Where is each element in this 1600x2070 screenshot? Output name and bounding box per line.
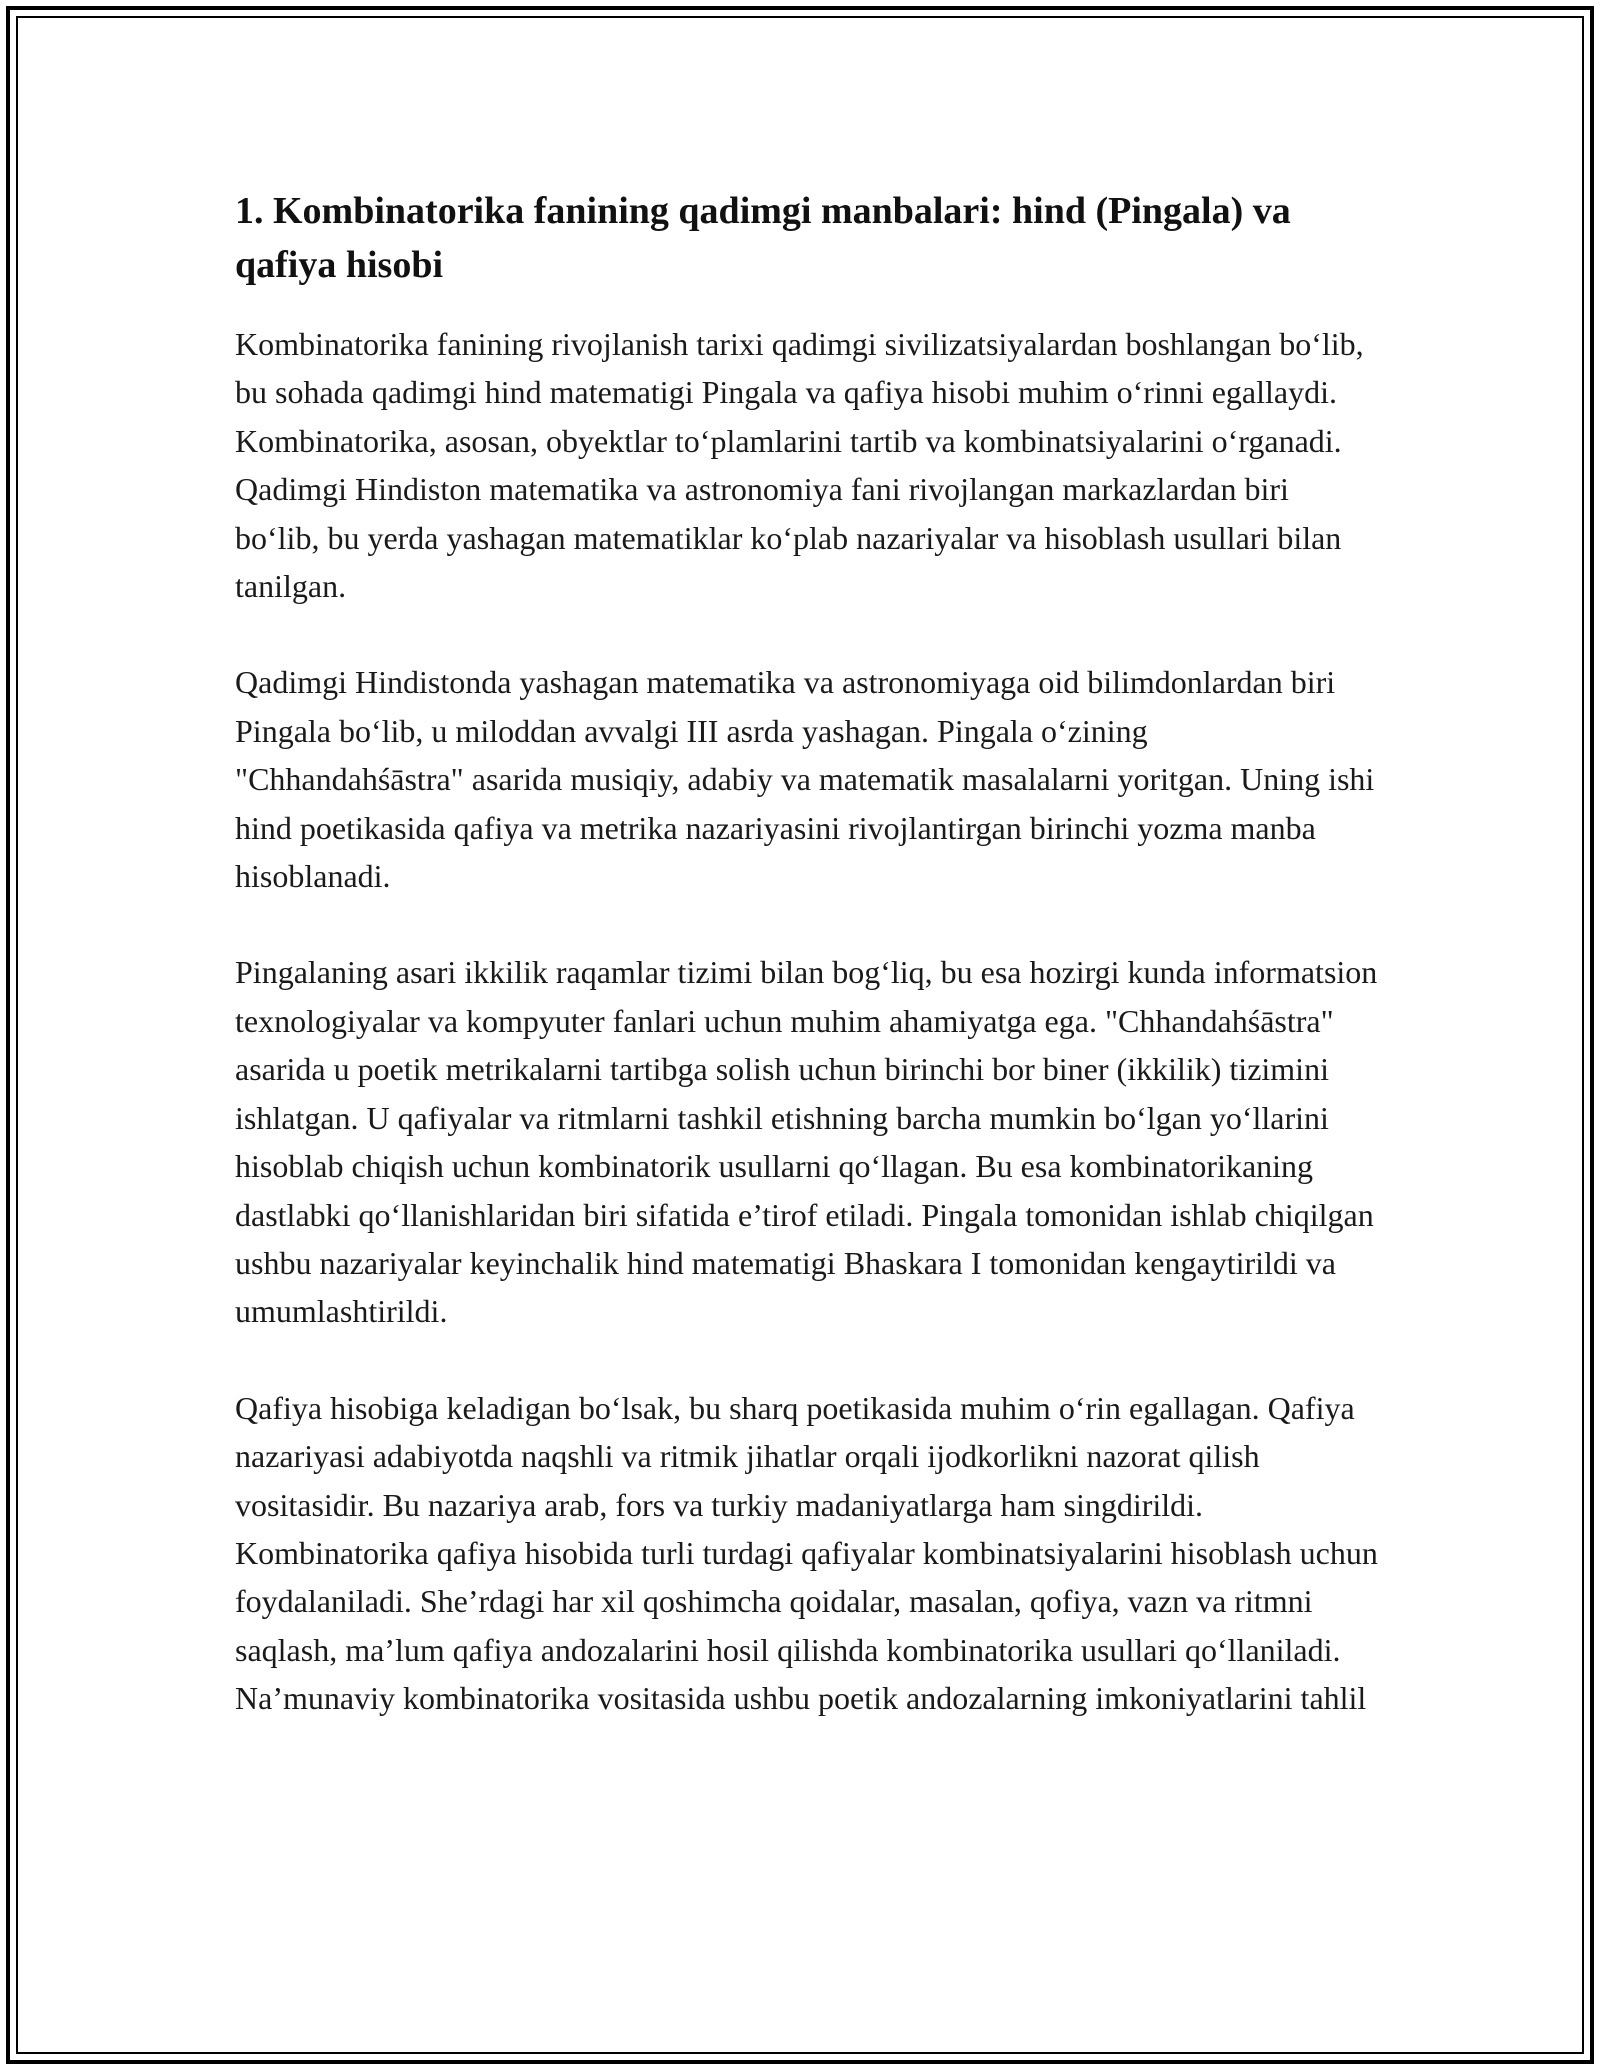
paragraph-1: Kombinatorika fanining rivojlanish tarixi qadimgi sivilizatsiyalardan boshlangan bo‘lib, bu sohada qadimgi hind matematigi Pingala va qafiya hisobi muhim o‘rinni egallaydi. Kombinatorika, asosan, obyektlar to‘plamlarini tartib va kombinatsiyalarini o‘rganadi. Qadimgi Hindiston matematika va astronomiya fani rivojlangan markazlardan biri bo‘lib, bu yerda yashagan matematiklar ko‘plab nazariyalar va hisoblash usullari bilan tanilgan.: [235, 326, 1364, 605]
document-body: [235, 184, 1380, 1771]
paragraph-3: Pingalaning asari ikkilik raqamlar tizimi bilan bog‘liq, bu esa hozirgi kunda informatsion texnologiyalar va kompyuter fanlari uchun muhim ahamiyatga ega. "Chhandahśāstra" asarida u poetik metrikalarni tartibga solish uchun birinchi bor biner (ikkilik) tizimini ishlatgan. U qafiyalar va ritmlarni tashkil etishning barcha mumkin bo‘lgan yo‘llarini hisoblab chiqish uchun kombinatorik usullarni qo‘llagan. Bu esa kombinatorikaning dastlabki qo‘llanishlaridan biri sifatida e’tirof etiladi. Pingala tomonidan ishlab chiqilgan ushbu nazariyalar keyinchalik hind matematigi Bhaskara I tomonidan kengaytirildi va umumlashtirildi.: [235, 954, 1378, 1330]
paragraph-4: Qafiya hisobiga keladigan bo‘lsak, bu sharq poetikasida muhim o‘rin egallagan. Qafiya nazariyasi adabiyotda naqshli va ritmik jihatlar orqali ijodkorlikni nazorat qilish vositasidir. Bu nazariya arab, fors va turkiy madaniyatlarga ham singdirildi. Kombinatorika qafiya hisobida turli turdagi qafiyalar kombinatsiyalarini hisoblash uchun foydalaniladi. She’rdagi har xil qoshimcha qoidalar, masalan, qofiya, vazn va ritmni saqlash, ma’lum qafiya andozalarini hosil qilishda kombinatorika usullari qo‘llaniladi. Na’munaviy kombinatorika vositasida ushbu poetik andozalarning imkoniyatlarini tahlil: [235, 1389, 1378, 1717]
section-heading: 1. Kombinatorika fanining qadimgi manbalari: hind (Pingala) va qafiya hisobi: [235, 190, 1291, 286]
paragraph-2: Qadimgi Hindistonda yashagan matematika va astronomiyaga oid bilimdonlardan biri Pingala bo‘lib, u miloddan avvalgi III asrda yashagan. Pingala o‘zining "Chhandahśāstra" asarida musiqiy, adabiy va matematik masalalarni yoritgan. Uning ishi hind poetikasida qafiya va metrika nazariyasini rivojlantirgan birinchi yozma manba hisoblanadi.: [235, 664, 1375, 895]
